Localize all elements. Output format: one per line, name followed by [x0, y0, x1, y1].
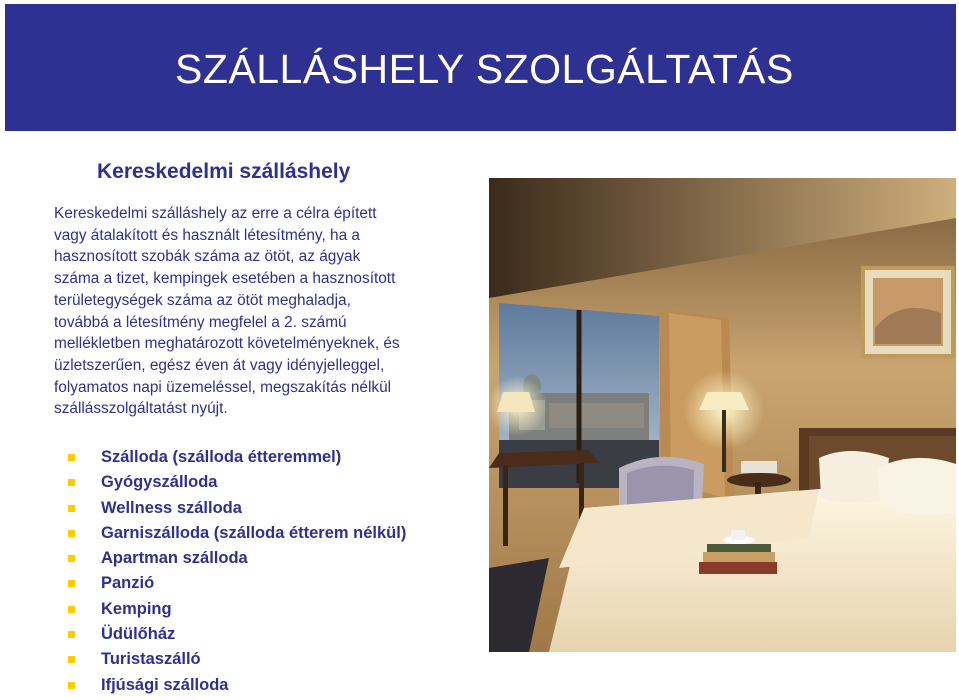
list-item-label: Ifjúsági szálloda — [101, 675, 229, 694]
list-item — [68, 496, 406, 521]
list-item — [68, 673, 406, 698]
list-item — [68, 571, 406, 596]
hotel-room-photo — [489, 178, 956, 652]
square-bullet-icon — [68, 580, 75, 587]
list-item — [68, 622, 406, 647]
list-item — [68, 521, 406, 546]
list-item-label: Gyógyszálloda — [101, 473, 218, 492]
square-bullet-icon — [68, 606, 75, 613]
list-item — [68, 470, 406, 495]
list-item-label: Turistaszálló — [101, 650, 201, 669]
list-item — [68, 445, 406, 470]
list-item-label: Panzió — [101, 574, 155, 593]
list-item-label: Kemping — [101, 599, 172, 618]
paragraph-line: területegységek száma az ötöt meghaladja, — [54, 291, 351, 309]
list-item-label: Szálloda (szálloda étteremmel) — [101, 448, 342, 466]
list-item — [68, 647, 406, 672]
square-bullet-icon — [68, 555, 75, 562]
list-item-label: Apartman szálloda — [101, 549, 248, 568]
section-subtitle: Kereskedelmi szálláshely — [97, 160, 351, 183]
paragraph-line: hasznosított szobák száma az ötöt, az ágyak — [54, 248, 361, 266]
paragraph-line: továbbá a létesítmény megfelel a 2. számú — [54, 313, 347, 331]
paragraph-line: üzletszerűen, egész éven át vagy idényjelleggel, — [54, 356, 385, 374]
square-bullet-icon — [68, 479, 75, 486]
paragraph-line: mellékletben meghatározott követelményeknek, és — [54, 335, 400, 353]
list-item — [68, 546, 406, 571]
paragraph-line: Kereskedelmi szálláshely az erre a célra épített — [54, 205, 377, 222]
title-banner — [5, 4, 956, 131]
square-bullet-icon — [68, 656, 75, 663]
paragraph-line: szállásszolgáltatást nyújt. — [54, 400, 228, 418]
list-item-label: Wellness szálloda — [101, 498, 242, 517]
paragraph-line: folyamatos napi üzemeléssel, megszakítás nélkül — [54, 378, 392, 396]
square-bullet-icon — [68, 530, 75, 537]
accommodation-type-list — [68, 445, 406, 698]
square-bullet-icon — [68, 505, 75, 512]
paragraph-line: vagy átalakított és használt létesítmény, ha a — [54, 226, 360, 244]
square-bullet-icon — [68, 631, 75, 638]
list-item-label: Üdülőház — [101, 625, 176, 644]
square-bullet-icon — [68, 454, 75, 461]
square-bullet-icon — [68, 682, 75, 689]
definition-paragraph — [54, 203, 474, 420]
page-title: SZÁLLÁSHELY SZOLGÁLTATÁS — [175, 46, 794, 92]
list-item-label: Garniszálloda (szálloda étterem nélkül) — [101, 523, 407, 542]
list-item — [68, 597, 406, 622]
paragraph-line: száma a tizet, kempingek esetében a hasznosított — [54, 270, 396, 288]
